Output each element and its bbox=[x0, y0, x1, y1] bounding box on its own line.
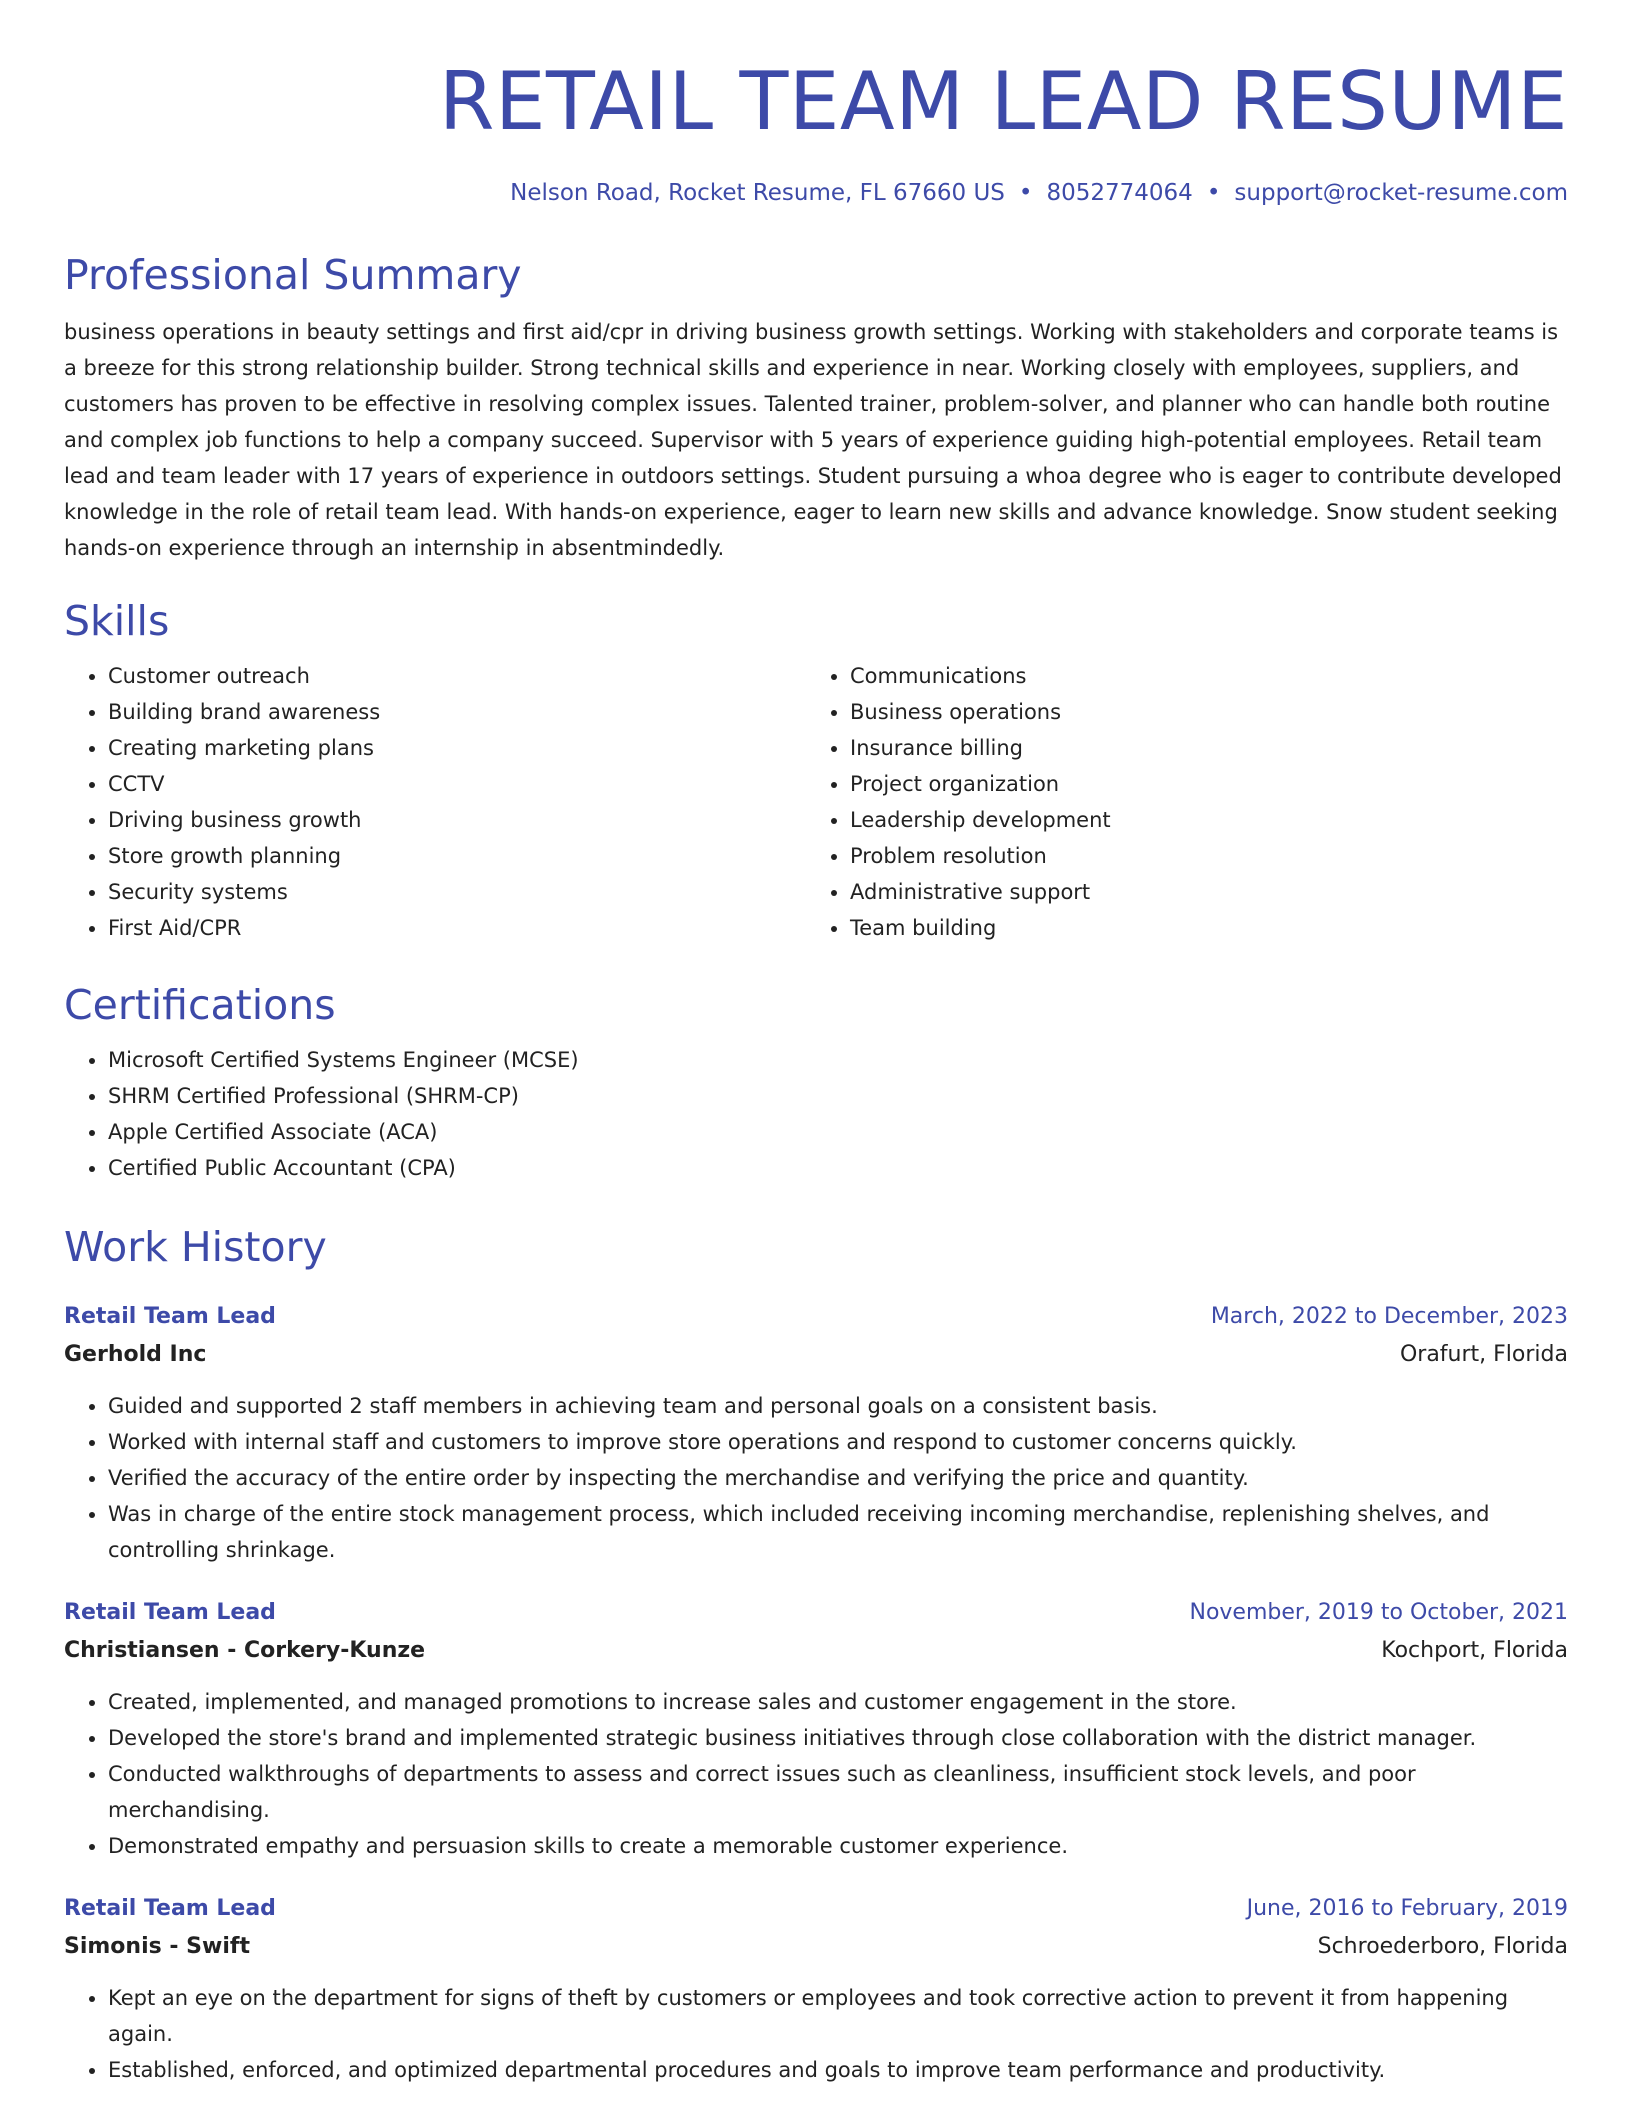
contact-separator: • bbox=[1206, 180, 1221, 206]
job-role: Retail Team Lead bbox=[64, 1304, 276, 1329]
job-company-row bbox=[64, 1928, 1568, 1966]
contact-address: Nelson Road, Rocket Resume, FL 67660 US bbox=[510, 180, 1005, 206]
skills-heading: Skills bbox=[64, 597, 170, 645]
job-entry bbox=[64, 1890, 1568, 2088]
skill-item: • Leadership development bbox=[850, 802, 1548, 838]
skill-item: • Insurance billing bbox=[850, 730, 1548, 766]
job-bullet: • Guided and supported 2 staff members in achieving team and personal goals on a consistent basis. bbox=[108, 1388, 1568, 1424]
skill-item: • Business operations bbox=[850, 694, 1548, 730]
certifications-list bbox=[64, 1042, 1568, 1186]
job-bullet: • Demonstrated empathy and persuasion skills to create a memorable customer experience. bbox=[108, 1828, 1568, 1864]
job-bullet-list bbox=[64, 1684, 1568, 1864]
job-company: Simonis - Swift bbox=[64, 1934, 250, 1959]
skill-item: • First Aid/CPR bbox=[108, 910, 806, 946]
skill-item: • Team building bbox=[850, 910, 1548, 946]
summary-heading: Professional Summary bbox=[64, 251, 522, 299]
resume-title: RETAIL TEAM LEAD RESUME bbox=[438, 55, 1568, 148]
skills-column-left bbox=[64, 658, 806, 946]
job-company: Gerhold Inc bbox=[64, 1342, 207, 1367]
certification-item: • Apple Certified Associate (ACA) bbox=[108, 1114, 1568, 1150]
skill-item: • Problem resolution bbox=[850, 838, 1548, 874]
skills-grid bbox=[64, 658, 1568, 946]
skills-column-right bbox=[806, 658, 1548, 946]
job-role: Retail Team Lead bbox=[64, 1600, 276, 1625]
job-dates: June, 2016 to February, 2019 bbox=[1246, 1896, 1568, 1921]
skill-item: • Customer outreach bbox=[108, 658, 806, 694]
job-company-row bbox=[64, 1632, 1568, 1670]
job-company: Christiansen - Corkery-Kunze bbox=[64, 1638, 426, 1663]
job-header-row bbox=[64, 1298, 1568, 1336]
work-history-heading: Work History bbox=[64, 1223, 327, 1271]
contact-line bbox=[64, 176, 1568, 210]
job-bullet: • Developed the store's brand and implemented strategic business initiatives through close collaboration with the district manager. bbox=[108, 1720, 1568, 1756]
job-bullet-list bbox=[64, 1980, 1568, 2088]
summary-text: business operations in beauty settings and first aid/cpr in driving business growth settings. Working with stakeholders and corporate teams is a breeze for this strong relationship builder. Strong technical skills and experience in near. Working closely with employees, suppliers, and customers has proven to be effective in resolving complex issues. Talented trainer, problem-solver, and planner who can handle both routine and complex job functions to help a company succeed. Supervisor with 5 years of experience guiding high-potential employees. Retail team lead and team leader with 17 years of experience in outdoors settings. Student pursuing a whoa degree who is eager to contribute developed knowledge in the role of retail team lead. With hands-on experience, eager to learn new skills and advance knowledge. Snow student seeking hands-on experience through an internship in absentmindedly. bbox=[64, 320, 1562, 560]
certification-item: • Microsoft Certified Systems Engineer (MCSE) bbox=[108, 1042, 1568, 1078]
skill-item: • Store growth planning bbox=[108, 838, 806, 874]
contact-email: support@rocket-resume.com bbox=[1234, 180, 1568, 206]
skill-item: • Administrative support bbox=[850, 874, 1548, 910]
skill-item: • Creating marketing plans bbox=[108, 730, 806, 766]
certification-item: • SHRM Certified Professional (SHRM-CP) bbox=[108, 1078, 1568, 1114]
skill-item: • Security systems bbox=[108, 874, 806, 910]
job-bullet: • Established, enforced, and optimized departmental procedures and goals to improve team performance and productivity. bbox=[108, 2052, 1568, 2088]
job-header-row bbox=[64, 1890, 1568, 1928]
skill-item: • Project organization bbox=[850, 766, 1548, 802]
job-company-row bbox=[64, 1336, 1568, 1374]
job-role: Retail Team Lead bbox=[64, 1896, 276, 1921]
job-entry bbox=[64, 1594, 1568, 1864]
job-bullet: • Conducted walkthroughs of departments to assess and correct issues such as cleanliness, insufficient stock levels, and poor merchandising. bbox=[108, 1756, 1568, 1828]
job-location: Schroederboro, Florida bbox=[1317, 1934, 1568, 1959]
job-bullet-list bbox=[64, 1388, 1568, 1568]
contact-phone: 8052774064 bbox=[1046, 180, 1193, 206]
job-dates: March, 2022 to December, 2023 bbox=[1210, 1304, 1568, 1329]
contact-separator: • bbox=[1018, 180, 1033, 206]
job-bullet: • Was in charge of the entire stock management process, which included receiving incoming merchandise, replenishing shelves, and controlling shrinkage. bbox=[108, 1496, 1568, 1568]
job-dates: November, 2019 to October, 2021 bbox=[1189, 1600, 1568, 1625]
job-bullet: • Verified the accuracy of the entire order by inspecting the merchandise and verifying the price and quantity. bbox=[108, 1460, 1568, 1496]
certifications-heading: Certifications bbox=[64, 981, 336, 1029]
job-location: Kochport, Florida bbox=[1381, 1638, 1568, 1663]
job-location: Orafurt, Florida bbox=[1399, 1342, 1568, 1367]
skill-item: • CCTV bbox=[108, 766, 806, 802]
job-header-row bbox=[64, 1594, 1568, 1632]
skill-item: • Driving business growth bbox=[108, 802, 806, 838]
job-bullet: • Created, implemented, and managed promotions to increase sales and customer engagement in the store. bbox=[108, 1684, 1568, 1720]
job-bullet: • Kept an eye on the department for signs of theft by customers or employees and took corrective action to prevent it from happening again. bbox=[108, 1980, 1568, 2052]
work-history-list bbox=[64, 1298, 1568, 2088]
job-bullet: • Worked with internal staff and customers to improve store operations and respond to customer concerns quickly. bbox=[108, 1424, 1568, 1460]
skill-item: • Communications bbox=[850, 658, 1548, 694]
skill-item: • Building brand awareness bbox=[108, 694, 806, 730]
certification-item: • Certified Public Accountant (CPA) bbox=[108, 1150, 1568, 1186]
job-entry bbox=[64, 1298, 1568, 1568]
